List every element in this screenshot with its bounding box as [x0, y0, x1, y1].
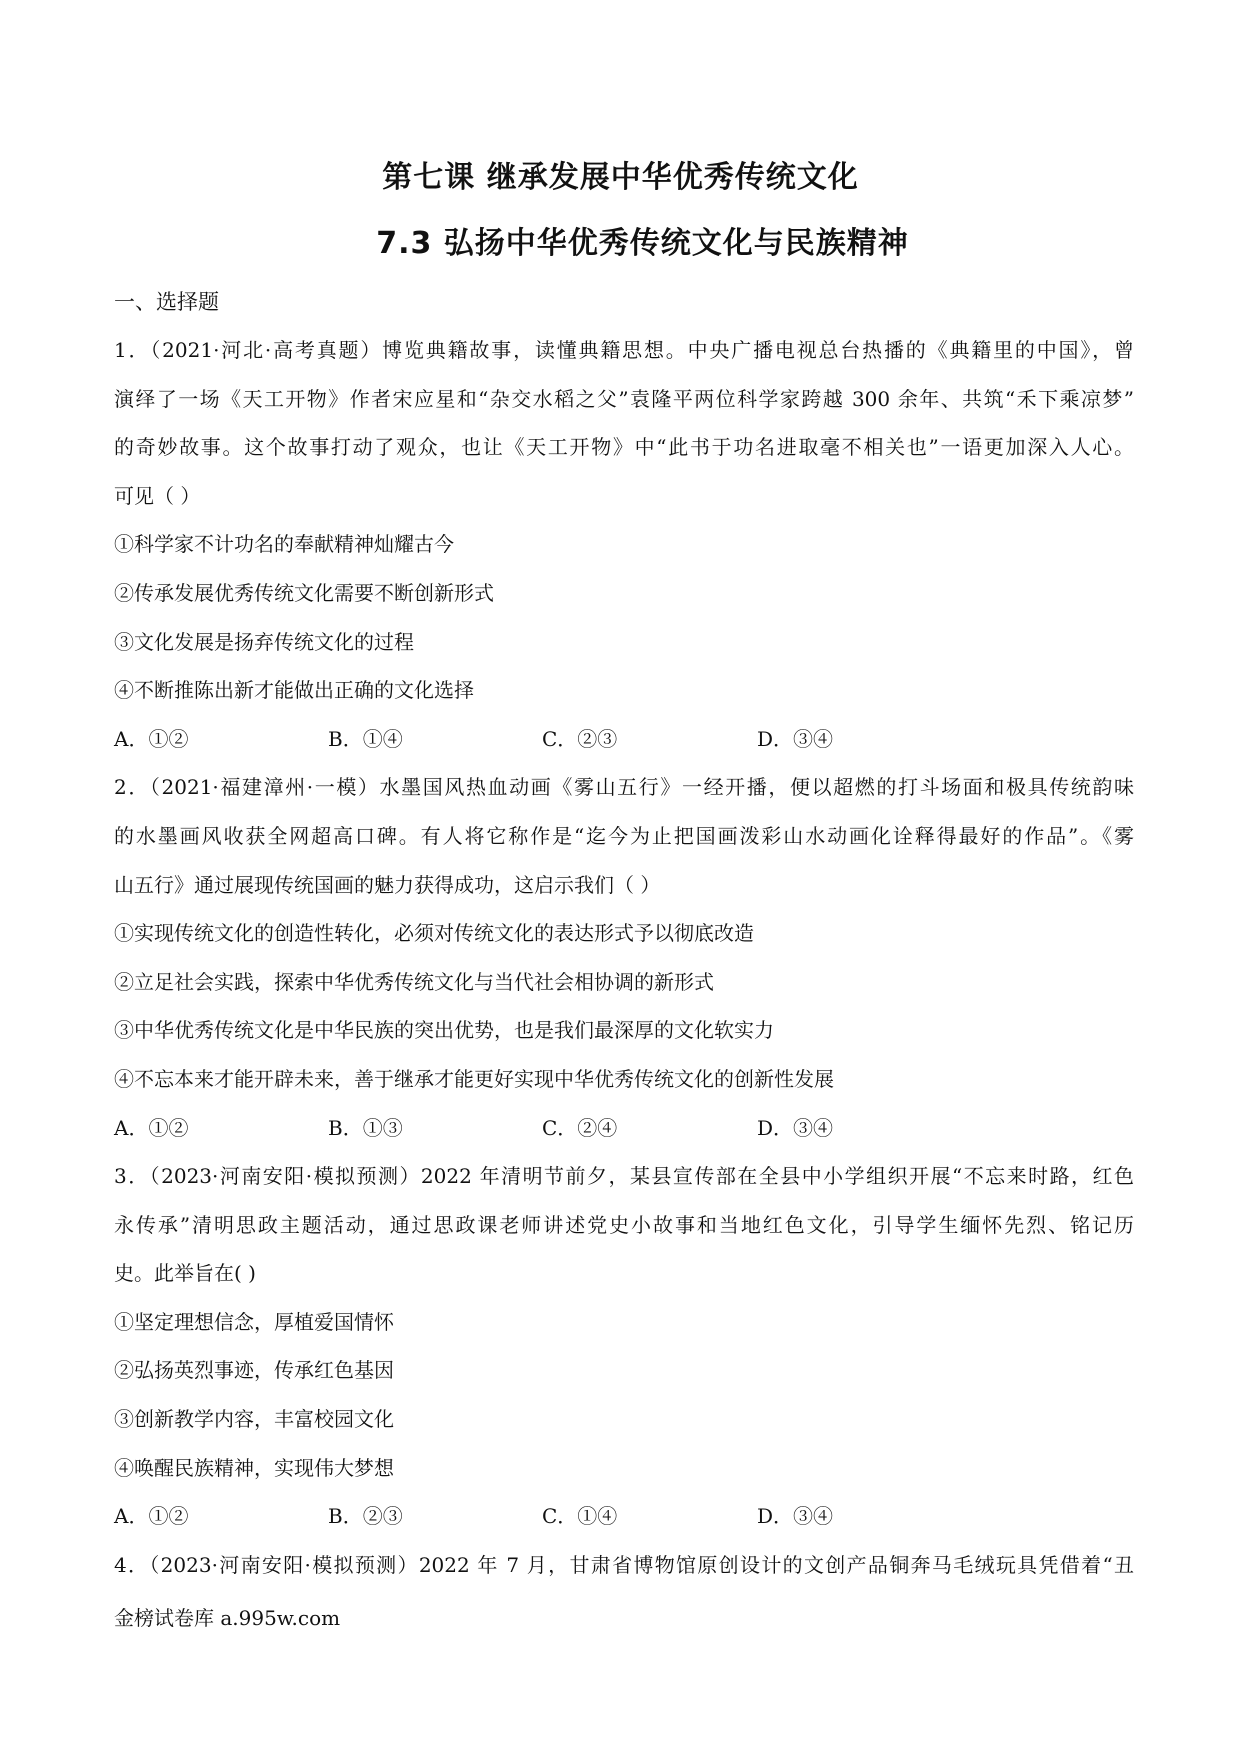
option-a: A．①② [114, 1504, 189, 1529]
question-stem-line: 3．（2023·河南安阳·模拟预测）2022 年清明节前夕，某县宣传部在全县中小学组织开展“不忘来时路，红色 [114, 1164, 1134, 1189]
question-stem-line: 的奇妙故事。这个故事打动了观众，也让《天工开物》中“此书于功名进取毫不相关也”一语更加深入人心。 [114, 435, 1134, 460]
statement-item: ③中华优秀传统文化是中华民族的突出优势，也是我们最深厚的文化软实力 [114, 1018, 774, 1043]
question-1 [114, 332, 1134, 769]
option-d: D．③④ [757, 1115, 834, 1140]
statement-item: ④不忘本来才能开辟未来，善于继承才能更好实现中华优秀传统文化的创新性发展 [114, 1066, 834, 1091]
question-stem-line: 1．（2021·河北·高考真题）博览典籍故事，读懂典籍思想。中央广播电视总台热播的《典籍里的中国》，曾 [114, 338, 1134, 362]
question-3 [114, 1158, 1134, 1547]
question-type-heading: 一、选择题 [114, 290, 219, 314]
statement-item: ①坚定理想信念，厚植爱国情怀 [114, 1309, 394, 1334]
option-c: C．①④ [542, 1504, 618, 1529]
question-list [114, 332, 1134, 1595]
statement-item: ②弘扬英烈事迹，传承红色基因 [114, 1358, 394, 1383]
answer-options [114, 721, 1134, 770]
statement-item: ③文化发展是扬弃传统文化的过程 [114, 629, 414, 654]
option-c: C．②③ [542, 726, 618, 751]
lesson-title: 第七课 继承发展中华优秀传统文化 [382, 160, 859, 195]
question-stem-line: 2．（2021·福建漳州·一模）水墨国风热血动画《雾山五行》一经开播，便以超燃的打斗场面和极具传统韵味 [114, 775, 1134, 800]
question-stem-line: 演绎了一场《天工开物》作者宋应星和“杂交水稻之父”袁隆平两位科学家跨越 300 余年、共筑“禾下乘凉梦” [114, 386, 1134, 411]
option-d: D．③④ [757, 1504, 834, 1529]
section-title: 7.3 弘扬中华优秀传统文化与民族精神 [376, 226, 909, 261]
answer-options [114, 1110, 1134, 1159]
statement-item: ①科学家不计功名的奉献精神灿耀古今 [114, 532, 454, 557]
question-stem-line: 山五行》通过展现传统国画的魅力获得成功，这启示我们（ ） [114, 872, 661, 897]
option-b: B．②③ [328, 1504, 403, 1529]
question-2 [114, 769, 1134, 1158]
question-stem-line: 可见（ ） [114, 483, 201, 508]
option-a: A．①② [114, 1115, 189, 1140]
question-4 [114, 1547, 1134, 1596]
footer-source: 金榜试卷库 a.995w.com [114, 1606, 341, 1630]
question-stem-line: 4．（2023·河南安阳·模拟预测）2022 年 7 月，甘肃省博物馆原创设计的文创产品铜奔马毛绒玩具凭借着“丑 [114, 1552, 1134, 1577]
statement-item: ①实现传统文化的创造性转化，必须对传统文化的表达形式予以彻底改造 [114, 921, 754, 946]
statement-item: ③创新教学内容，丰富校园文化 [114, 1407, 394, 1432]
question-stem-line: 史。此举旨在( ) [114, 1261, 256, 1286]
option-b: B．①④ [328, 726, 403, 751]
option-b: B．①③ [328, 1115, 403, 1140]
question-stem-line: 永传承”清明思政主题活动，通过思政课老师讲述党史小故事和当地红色文化，引导学生缅怀先烈、铭记历 [114, 1212, 1134, 1237]
question-stem-line: 的水墨画风收获全网超高口碑。有人将它称作是“迄今为止把国画泼彩山水动画化诠释得最好的作品”。《雾 [114, 823, 1134, 848]
statement-item: ②立足社会实践，探索中华优秀传统文化与当代社会相协调的新形式 [114, 969, 714, 994]
answer-options [114, 1498, 1134, 1547]
option-d: D．③④ [757, 726, 834, 751]
statement-item: ④不断推陈出新才能做出正确的文化选择 [114, 678, 474, 703]
statement-item: ④唤醒民族精神，实现伟大梦想 [114, 1455, 394, 1480]
statement-item: ②传承发展优秀传统文化需要不断创新形式 [114, 580, 494, 605]
option-c: C．②④ [542, 1115, 618, 1140]
option-a: A．①② [114, 726, 189, 751]
